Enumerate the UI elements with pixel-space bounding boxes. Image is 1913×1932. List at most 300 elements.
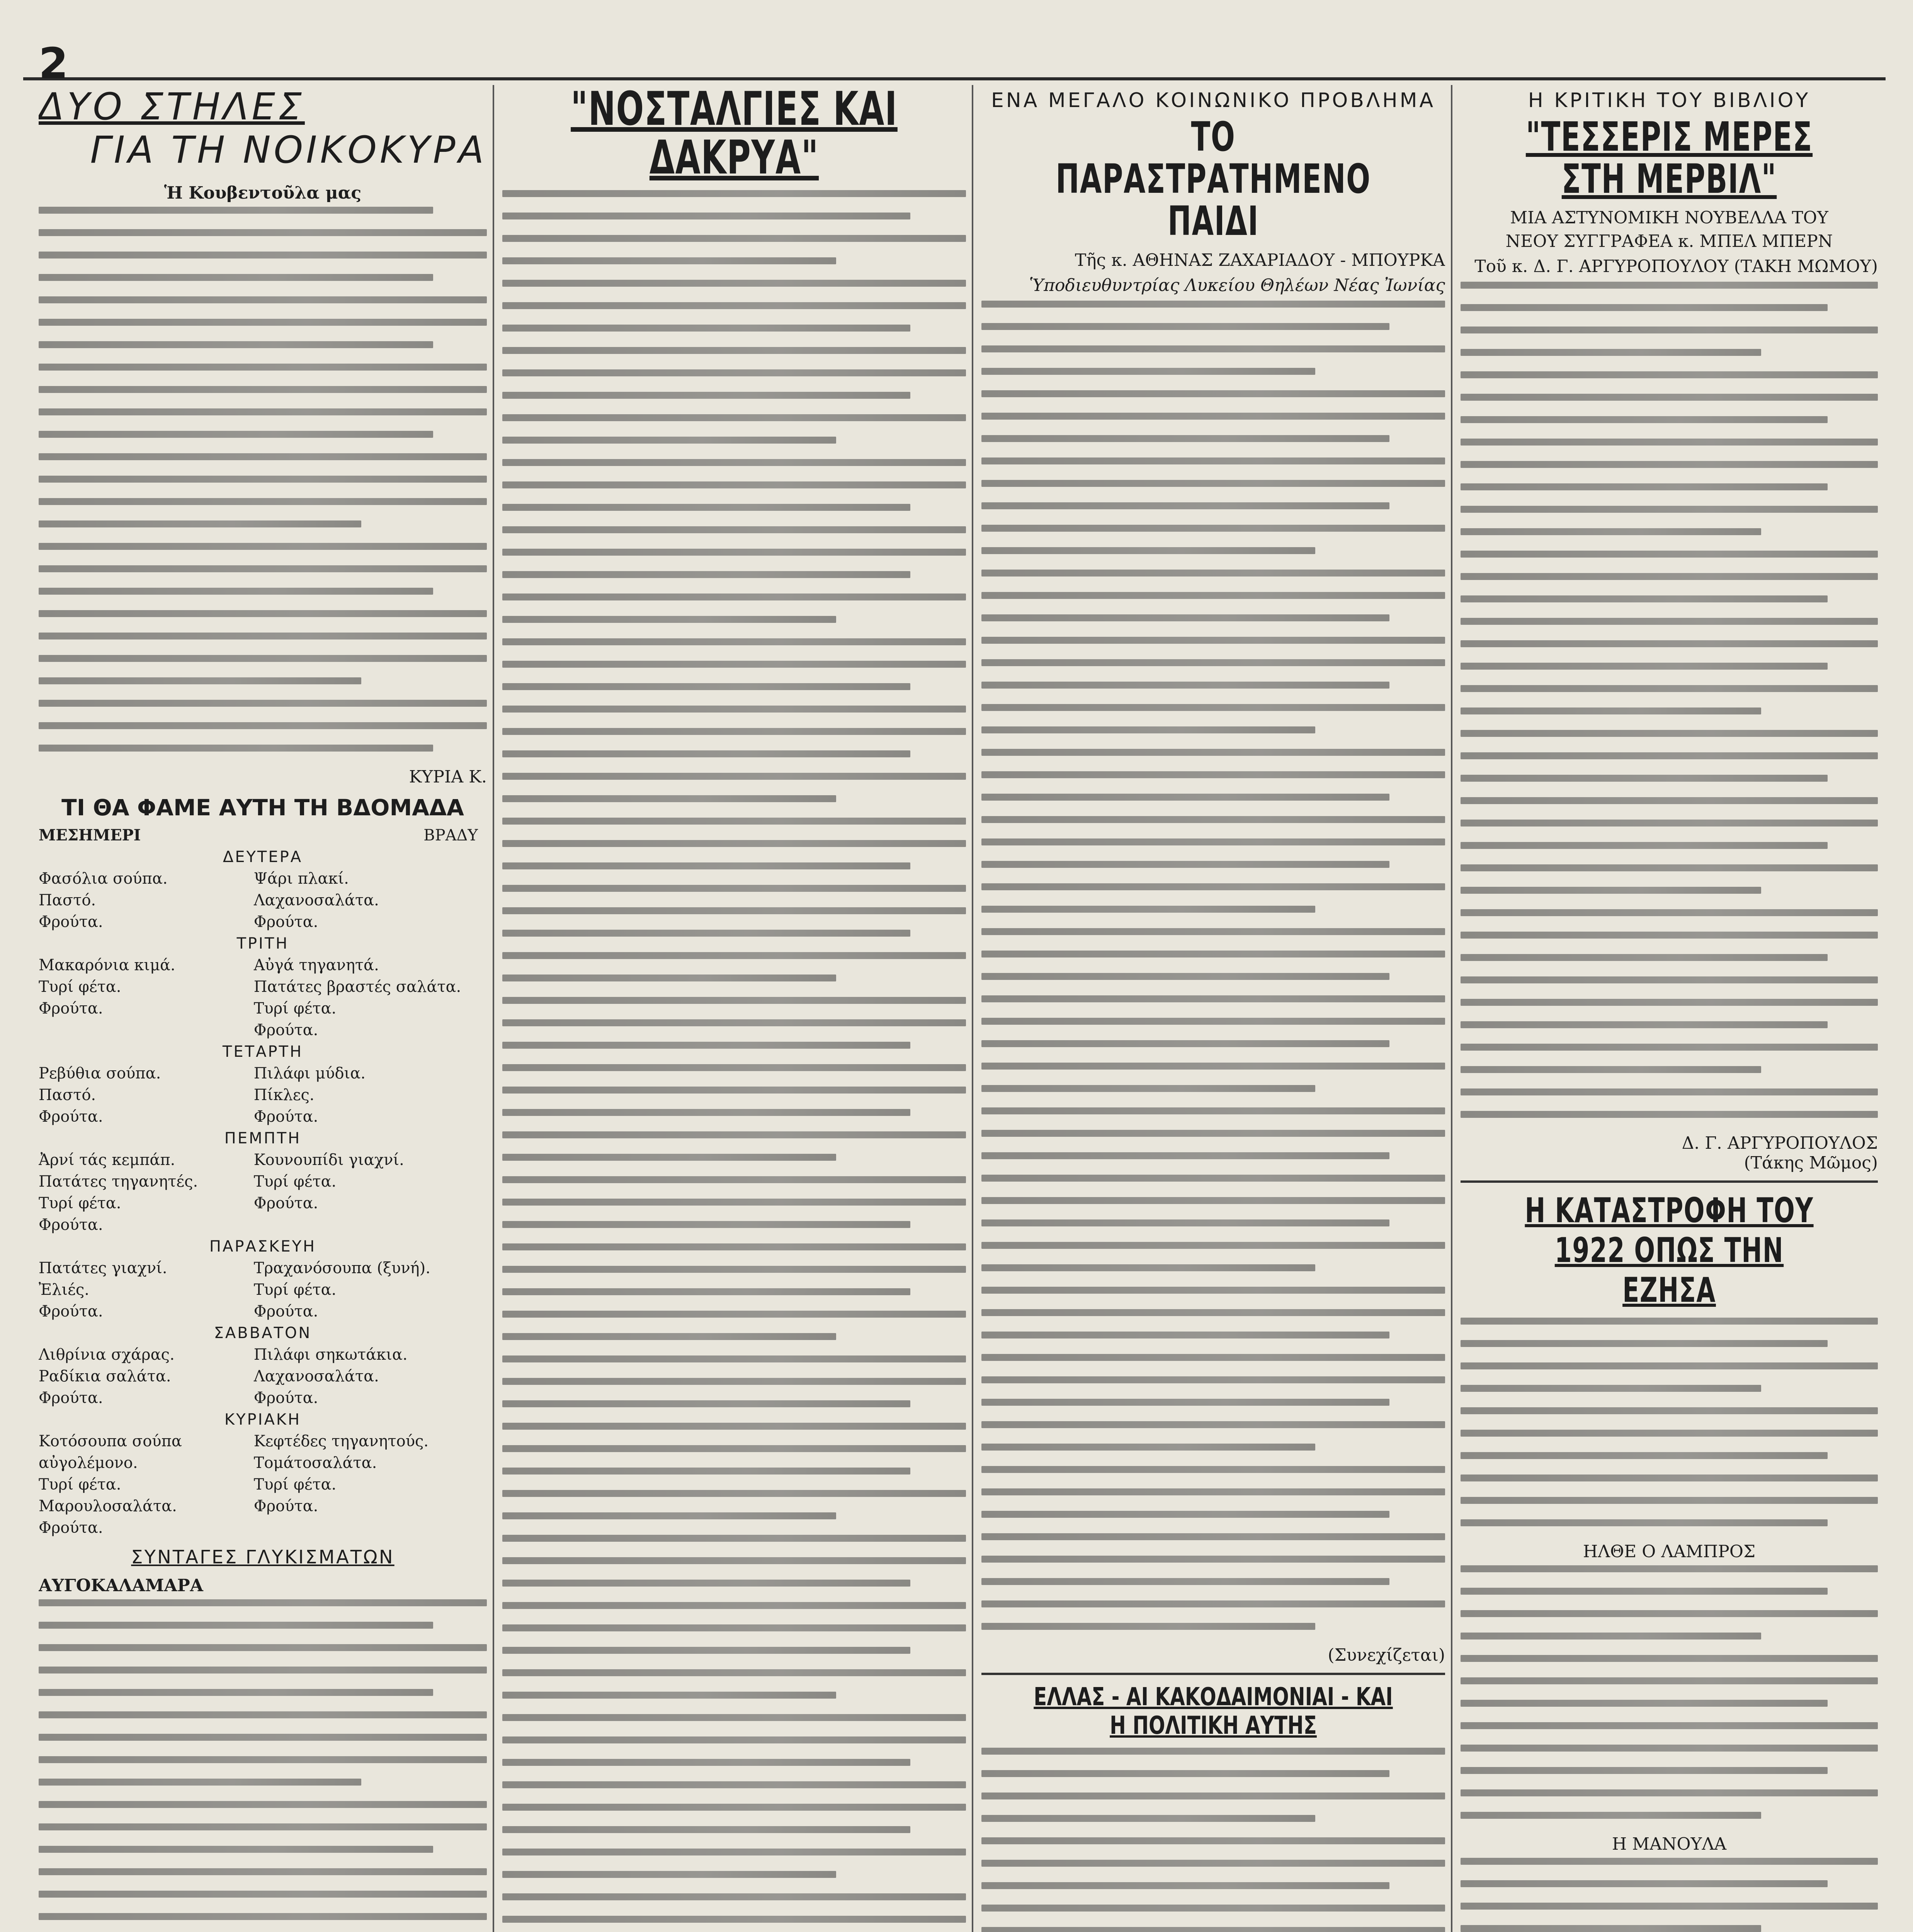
text-line bbox=[981, 637, 1445, 644]
menu-header-row bbox=[39, 825, 487, 846]
text-line bbox=[981, 794, 1389, 801]
text-line bbox=[981, 995, 1445, 1002]
text-line bbox=[502, 437, 836, 444]
article-headline: Η ΚΑΤΑΣΤΡΟΦΗ ΤΟΥ 1922 ΟΠΩΣ ΤΗΝ ΕΖΗΣΑ bbox=[1525, 1190, 1814, 1310]
section-heading: ΔΥΟ ΣΤΗΛΕΣ bbox=[39, 85, 305, 128]
text-line bbox=[502, 213, 910, 219]
text-line bbox=[502, 325, 910, 332]
text-line bbox=[502, 481, 966, 488]
text-line bbox=[502, 347, 966, 354]
menu-dish: Μαρουλοσαλάτα. bbox=[39, 1497, 177, 1515]
menu-dish: Λαχανοσαλάτα. bbox=[253, 891, 379, 909]
menu-dish: Τυρί φέτα. bbox=[253, 1000, 337, 1017]
text-line bbox=[1461, 1519, 1828, 1526]
section-heading: ΓΙΑ ΤΗ ΝΟΙΚΟΚΥΡΑ bbox=[90, 128, 487, 172]
column-rule bbox=[493, 85, 494, 1932]
text-line bbox=[981, 480, 1445, 487]
article-body bbox=[981, 1748, 1445, 1932]
text-line bbox=[981, 1175, 1445, 1182]
menu-dish: Φρούτα. bbox=[253, 1497, 318, 1515]
text-line bbox=[502, 1781, 966, 1788]
menu-dish: Λιθρίνια σχάρας. bbox=[39, 1346, 175, 1364]
text-line bbox=[1461, 976, 1878, 983]
text-line bbox=[502, 997, 966, 1004]
text-line bbox=[1461, 506, 1878, 513]
signature: Δ. Γ. ΑΡΓΥΡΟΠΟΥΛΟΣ (Τάκης Μῶμος) bbox=[1682, 1133, 1878, 1173]
text-line bbox=[502, 952, 966, 959]
menu-dish: Φρούτα. bbox=[39, 1108, 103, 1126]
text-line bbox=[1461, 1789, 1878, 1796]
text-line bbox=[502, 549, 966, 556]
menu-day-row bbox=[39, 1430, 487, 1539]
text-line bbox=[502, 1019, 966, 1026]
article-body bbox=[1461, 282, 1878, 1118]
text-line bbox=[502, 1378, 966, 1385]
text-line bbox=[502, 840, 966, 847]
menu-dish: Φρούτα. bbox=[253, 913, 318, 931]
text-line bbox=[502, 1064, 966, 1071]
text-line bbox=[502, 1580, 910, 1587]
text-line bbox=[981, 1309, 1445, 1316]
text-line bbox=[1461, 1066, 1761, 1073]
text-line bbox=[981, 1399, 1389, 1406]
text-line bbox=[981, 570, 1445, 577]
recipes-title: ΣΥΝΤΑΓΕΣ ΓΛΥΚΙΣΜΑΤΩΝ bbox=[131, 1546, 395, 1568]
menu-dish: Φρούτα. bbox=[39, 913, 103, 931]
text-line bbox=[502, 885, 966, 892]
text-line bbox=[1461, 1111, 1878, 1118]
text-line bbox=[1461, 1475, 1878, 1481]
continued-note: (Συνεχίζεται) bbox=[1328, 1645, 1445, 1665]
text-line bbox=[981, 1837, 1445, 1844]
text-line bbox=[1461, 1745, 1878, 1752]
text-line bbox=[1461, 282, 1878, 289]
text-line bbox=[502, 1916, 966, 1923]
menu-dish: Τυρί φέτα. bbox=[39, 978, 121, 996]
menu-day: ΣΑΒΒΑΤΟΝ bbox=[214, 1324, 312, 1342]
text-line bbox=[1461, 1633, 1761, 1639]
article-kicker: Η ΚΡΙΤΙΚΗ ΤΟΥ ΒΙΒΛΙΟΥ bbox=[1528, 89, 1811, 112]
text-line bbox=[502, 638, 966, 645]
menu-dish: Φρούτα. bbox=[253, 1108, 318, 1126]
text-line bbox=[981, 1287, 1445, 1294]
text-line bbox=[1461, 1858, 1878, 1865]
menu-dish: Παστό. bbox=[39, 1086, 96, 1104]
text-line bbox=[1461, 685, 1878, 692]
text-line bbox=[981, 838, 1445, 845]
text-line bbox=[502, 504, 910, 511]
text-line bbox=[502, 1199, 966, 1206]
sub-heading: Η ΜΑΝΟΥΛΑ bbox=[1612, 1834, 1727, 1854]
text-line bbox=[502, 818, 966, 825]
text-line bbox=[502, 1736, 966, 1743]
menu-night-dishes bbox=[254, 1149, 478, 1214]
text-line bbox=[981, 1219, 1389, 1226]
text-line bbox=[1461, 349, 1761, 356]
divider bbox=[1461, 1180, 1878, 1183]
text-line bbox=[502, 1445, 966, 1452]
article-body bbox=[981, 301, 1445, 1630]
menu-night-dishes bbox=[254, 868, 478, 933]
text-line bbox=[502, 1804, 966, 1811]
article-body bbox=[39, 207, 487, 752]
intro-line: Ἡ Κουβεντοῦλα μας bbox=[164, 183, 362, 203]
menu-day-row bbox=[39, 1257, 487, 1322]
text-line bbox=[981, 301, 1445, 308]
text-line bbox=[1461, 842, 1828, 849]
text-line bbox=[502, 1759, 910, 1766]
byline: Τοῦ κ. Δ. Γ. ΑΡΓΥΡΟΠΟΥΛΟΥ (ΤΑΚΗ ΜΩΜΟΥ) bbox=[1474, 257, 1878, 277]
text-line bbox=[1461, 1452, 1828, 1459]
menu-dish: Φρούτα. bbox=[253, 1389, 318, 1407]
menu-title: ΤΙ ΘΑ ΦΑΜΕ ΑΥΤΗ ΤΗ ΒΔΟΜΑΔΑ bbox=[61, 794, 464, 821]
text-line bbox=[981, 1556, 1445, 1563]
text-line bbox=[1461, 1318, 1878, 1325]
text-line bbox=[502, 1221, 910, 1228]
text-line bbox=[981, 1466, 1445, 1473]
text-line bbox=[1461, 1588, 1828, 1595]
text-line bbox=[502, 392, 910, 399]
menu-dish: Ραδίκια σαλάτα. bbox=[39, 1367, 171, 1385]
text-line bbox=[981, 1130, 1445, 1137]
text-line bbox=[981, 749, 1445, 756]
text-line bbox=[981, 951, 1445, 957]
text-line bbox=[981, 726, 1315, 733]
menu-dish: Πίκλες. bbox=[253, 1086, 315, 1104]
text-line bbox=[502, 1131, 966, 1138]
menu-dish: Πατάτες γιαχνί. bbox=[39, 1259, 167, 1277]
menu-dish: Πατάτες τηγανητές. bbox=[39, 1173, 198, 1190]
article-headline: ΤΟ ΠΑΡΑΣΤΡΑΤΗΜΕΝΟ ΠΑΙΔΙ bbox=[1056, 113, 1371, 245]
newspaper-page bbox=[23, 15, 1886, 1932]
menu-night-dishes bbox=[254, 1430, 478, 1517]
menu-night-dishes bbox=[254, 954, 478, 1041]
text-line bbox=[502, 1243, 966, 1250]
text-line bbox=[981, 883, 1445, 890]
menu-day: ΠΕΜΠΤΗ bbox=[224, 1129, 301, 1147]
text-line bbox=[1461, 461, 1878, 468]
menu-dish: Πιλάφι μύδια. bbox=[253, 1065, 366, 1082]
text-line bbox=[502, 1042, 910, 1049]
signature: ΚΥΡΙΑ Κ. bbox=[409, 767, 487, 787]
text-line bbox=[502, 1557, 966, 1564]
menu-dish: Φρούτα. bbox=[39, 1216, 103, 1234]
text-line bbox=[502, 1714, 966, 1721]
text-line bbox=[1461, 327, 1878, 333]
article-kicker: ΕΝΑ ΜΕΓΑΛΟ ΚΟΙΝΩΝΙΚΟ ΠΡΟΒΛΗΜΑ bbox=[991, 89, 1436, 112]
text-line bbox=[502, 1087, 966, 1094]
text-line bbox=[502, 930, 910, 937]
menu-dish: Ἐλιές. bbox=[39, 1281, 89, 1299]
text-line bbox=[502, 1692, 836, 1699]
text-line bbox=[981, 1578, 1389, 1585]
article-body bbox=[1461, 1565, 1878, 1819]
text-line bbox=[502, 235, 966, 242]
text-line bbox=[502, 975, 836, 981]
text-line bbox=[981, 1444, 1315, 1451]
text-line bbox=[1461, 416, 1828, 423]
text-line bbox=[981, 1815, 1315, 1822]
byline-title: Ὑποδιευθυντρίας Λυκείου Θηλέων Νέας Ἰωνίας bbox=[1029, 275, 1445, 295]
text-line bbox=[1461, 1362, 1878, 1369]
text-line bbox=[981, 435, 1389, 442]
menu-day-row bbox=[39, 1149, 487, 1236]
page-number: 2 bbox=[39, 39, 68, 88]
text-line bbox=[1461, 932, 1878, 939]
recipe-body bbox=[39, 1599, 487, 1932]
text-line bbox=[1461, 483, 1828, 490]
menu-day: ΚΥΡΙΑΚΗ bbox=[224, 1411, 301, 1429]
menu-dish: Φρούτα. bbox=[253, 1303, 318, 1320]
text-line bbox=[502, 1512, 836, 1519]
menu-day-row bbox=[39, 954, 487, 1041]
text-line bbox=[502, 1826, 910, 1833]
text-line bbox=[981, 1882, 1389, 1889]
menu-night-dishes bbox=[254, 1257, 478, 1322]
text-line bbox=[1461, 1655, 1878, 1662]
text-line bbox=[1461, 1700, 1828, 1707]
article-body bbox=[1461, 1858, 1878, 1932]
text-line bbox=[981, 1332, 1389, 1338]
text-line bbox=[502, 594, 966, 600]
menu-noon-dishes bbox=[39, 954, 254, 1019]
text-line bbox=[1461, 864, 1878, 871]
menu-dish: Πιλάφι σηκωτάκια. bbox=[253, 1346, 408, 1364]
menu-dish: Αὐγά τηγανητά. bbox=[253, 956, 379, 974]
text-line bbox=[981, 682, 1389, 689]
menu-dish: Τυρί φέτα. bbox=[253, 1173, 337, 1190]
text-line bbox=[981, 1623, 1315, 1630]
menu-dish: Φρούτα. bbox=[39, 1303, 103, 1320]
menu-night-label: ΒΡΑΔΥ bbox=[423, 827, 478, 844]
text-line bbox=[1461, 371, 1878, 378]
text-line bbox=[981, 1152, 1389, 1159]
text-line bbox=[981, 525, 1445, 532]
column-child bbox=[981, 85, 1445, 1932]
text-line bbox=[502, 1355, 966, 1362]
text-line bbox=[1461, 551, 1878, 558]
menu-dish: Λαχανοσαλάτα. bbox=[253, 1367, 379, 1385]
menu-day: ΔΕΥΤΕΡΑ bbox=[223, 848, 303, 866]
text-line bbox=[1461, 1407, 1878, 1414]
text-line bbox=[1461, 1610, 1878, 1617]
text-line bbox=[502, 683, 910, 690]
menu-dish: Τυρί φέτα. bbox=[39, 1476, 121, 1493]
text-line bbox=[981, 1264, 1315, 1271]
text-line bbox=[502, 862, 910, 869]
masthead-bar bbox=[23, 31, 1886, 88]
text-line bbox=[981, 771, 1445, 778]
text-line bbox=[502, 526, 966, 533]
sub-heading: ΜΙΑ ΑΣΤΥΝΟΜΙΚΗ ΝΟΥΒΕΛΛΑ ΤΟΥ bbox=[1510, 208, 1828, 228]
menu-noon-label: ΜΕΣΗΜΕΡΙ bbox=[39, 826, 141, 844]
menu-dish: Φρούτα. bbox=[39, 1389, 103, 1407]
text-line bbox=[502, 1849, 966, 1855]
text-line bbox=[502, 1266, 966, 1273]
text-line bbox=[981, 906, 1315, 913]
text-line bbox=[1461, 1430, 1878, 1437]
menu-dish: Τομάτοσαλάτα. bbox=[253, 1454, 377, 1472]
text-line bbox=[981, 1860, 1445, 1867]
text-line bbox=[1461, 1722, 1878, 1729]
column-rule bbox=[972, 85, 973, 1932]
text-line bbox=[1461, 1677, 1878, 1684]
text-line bbox=[502, 1109, 910, 1116]
recipe-name: ΑΥΓΟΚΑΛΑΜΑΡΑ bbox=[39, 1576, 203, 1595]
text-line bbox=[1461, 663, 1828, 670]
text-line bbox=[1461, 820, 1878, 827]
text-line bbox=[502, 907, 966, 914]
text-line bbox=[981, 457, 1445, 464]
menu-day-row bbox=[39, 868, 487, 933]
text-line bbox=[981, 1770, 1389, 1777]
text-line bbox=[981, 547, 1315, 554]
text-line bbox=[502, 1311, 966, 1318]
text-line bbox=[981, 704, 1445, 711]
menu-dish: Φασόλια σούπα. bbox=[39, 870, 168, 888]
menu-night-dishes bbox=[254, 1063, 478, 1128]
text-line bbox=[502, 1423, 966, 1430]
text-line bbox=[502, 1535, 966, 1542]
divider bbox=[981, 1673, 1445, 1675]
menu-dish: Τυρί φέτα. bbox=[253, 1281, 337, 1299]
menu-dish: Τυρί φέτα. bbox=[253, 1476, 337, 1493]
text-line bbox=[1461, 1088, 1878, 1095]
text-line bbox=[981, 614, 1389, 621]
menu-dish: Φρούτα. bbox=[39, 1000, 103, 1017]
menu-noon-dishes bbox=[39, 1149, 254, 1236]
menu-dish: Τραχανόσουπα (ξυνή). bbox=[253, 1259, 430, 1277]
text-line bbox=[1461, 1812, 1761, 1819]
text-line bbox=[981, 1242, 1445, 1249]
text-line bbox=[502, 280, 966, 287]
menu-dish: Φρούτα. bbox=[39, 1519, 103, 1537]
text-line bbox=[1461, 528, 1761, 535]
text-line bbox=[981, 659, 1445, 666]
article-headline: "ΤΕΣΣΕΡΙΣ ΜΕΡΕΣ ΣΤΗ ΜΕΡΒΙΛ" bbox=[1525, 113, 1813, 203]
text-line bbox=[1461, 394, 1878, 401]
text-line bbox=[981, 1511, 1389, 1518]
text-line bbox=[981, 592, 1445, 599]
menu-day-row bbox=[39, 1344, 487, 1409]
menu-dish: Μακαρόνια κιμά. bbox=[39, 956, 175, 974]
text-line bbox=[502, 1468, 910, 1475]
menu-dish: Κοτόσουπα σούπα αὐγολέμονο. bbox=[39, 1432, 182, 1472]
text-line bbox=[502, 1176, 966, 1183]
text-line bbox=[502, 706, 966, 713]
text-line bbox=[1461, 954, 1828, 961]
menu-dish: Κεφτέδες τηγανητούς. bbox=[253, 1432, 429, 1450]
text-line bbox=[981, 1533, 1445, 1540]
text-line bbox=[981, 502, 1389, 509]
text-line bbox=[502, 1288, 910, 1295]
text-line bbox=[981, 1600, 1445, 1607]
menu-day: ΤΕΤΑΡΤΗ bbox=[222, 1043, 303, 1061]
menu-noon-dishes bbox=[39, 868, 254, 933]
text-line bbox=[1461, 730, 1878, 737]
text-line bbox=[502, 795, 836, 802]
text-line bbox=[981, 861, 1389, 868]
text-line bbox=[502, 459, 966, 466]
menu-noon-dishes bbox=[39, 1063, 254, 1128]
sub-heading: ΝΕΟΥ ΣΥΓΓΡΑΦΕΑ κ. ΜΠΕΛ ΜΠΕΡΝ bbox=[1505, 231, 1833, 252]
text-line bbox=[502, 1893, 966, 1900]
text-line bbox=[981, 413, 1445, 420]
menu-day-row bbox=[39, 1063, 487, 1128]
article-headline: ΕΛΛΑΣ - ΑΙ ΚΑΚΟΔΑΙΜΟΝΙΑΙ - ΚΑΙ Η ΠΟΛΙΤΙΚΗ ΑΥΤΗΣ bbox=[1034, 1682, 1393, 1740]
text-line bbox=[1461, 1767, 1828, 1774]
text-line bbox=[1461, 752, 1878, 759]
text-line bbox=[981, 1018, 1445, 1025]
text-line bbox=[502, 190, 966, 197]
text-line bbox=[502, 1602, 966, 1609]
text-line bbox=[981, 390, 1445, 397]
text-line bbox=[981, 816, 1445, 823]
sub-heading: ΗΛΘΕ Ο ΛΑΜΠΡΟΣ bbox=[1583, 1542, 1756, 1562]
text-line bbox=[1461, 707, 1761, 714]
text-line bbox=[1461, 1925, 1761, 1932]
menu-dish: Παστό. bbox=[39, 891, 96, 909]
menu-dish: Ἀρνί τάς κεμπάπ. bbox=[39, 1151, 175, 1169]
weekly-menu bbox=[39, 825, 487, 1539]
menu-noon-dishes bbox=[39, 1430, 254, 1539]
text-line bbox=[502, 571, 910, 578]
text-line bbox=[1461, 618, 1878, 625]
menu-noon-dishes bbox=[39, 1344, 254, 1409]
text-line bbox=[1461, 1340, 1828, 1347]
text-line bbox=[502, 1647, 910, 1654]
menu-night-dishes bbox=[254, 1344, 478, 1409]
menu-dish: Πατάτες βραστές σαλάτα. bbox=[253, 978, 461, 996]
text-line bbox=[981, 1063, 1445, 1070]
text-line bbox=[502, 414, 966, 421]
text-line bbox=[981, 1905, 1445, 1912]
article-headline: "ΝΟΣΤΑΛΓΙΕΣ ΚΑΙ ΔΑΚΡΥΑ" bbox=[571, 85, 898, 185]
text-line bbox=[502, 661, 966, 668]
text-line bbox=[502, 302, 966, 309]
text-line bbox=[502, 728, 966, 735]
column-rule bbox=[1451, 85, 1452, 1932]
text-line bbox=[981, 1354, 1445, 1361]
text-line bbox=[502, 369, 966, 376]
text-line bbox=[981, 1376, 1445, 1383]
article-body bbox=[1461, 1318, 1878, 1526]
text-line bbox=[1461, 1903, 1878, 1910]
text-line bbox=[1461, 1880, 1828, 1887]
menu-dish: Φρούτα. bbox=[253, 1194, 318, 1212]
text-line bbox=[1461, 439, 1878, 446]
text-line bbox=[981, 1107, 1445, 1114]
text-line bbox=[1461, 1044, 1878, 1051]
text-line bbox=[981, 1488, 1445, 1495]
byline: Τῆς κ. ΑΘΗΝΑΣ ΖΑΧΑΡΙΑΔΟΥ - ΜΠΟΥΡΚΑ bbox=[1075, 250, 1445, 270]
column-household bbox=[39, 85, 487, 1932]
text-line bbox=[502, 1154, 836, 1161]
text-line bbox=[1461, 775, 1828, 782]
text-line bbox=[1461, 909, 1878, 916]
text-line bbox=[981, 1793, 1445, 1799]
text-line bbox=[502, 1624, 966, 1631]
text-line bbox=[981, 973, 1389, 980]
column-nostalgia bbox=[502, 85, 966, 1932]
text-line bbox=[1461, 999, 1878, 1006]
menu-dish: Κουνουπίδι γιαχνί. bbox=[253, 1151, 404, 1169]
text-line bbox=[502, 1400, 910, 1407]
menu-day: ΠΑΡΑΣΚΕΥΗ bbox=[209, 1238, 316, 1255]
text-line bbox=[981, 1927, 1445, 1932]
menu-dish: Ρεβύθια σούπα. bbox=[39, 1065, 161, 1082]
text-line bbox=[1461, 887, 1761, 894]
